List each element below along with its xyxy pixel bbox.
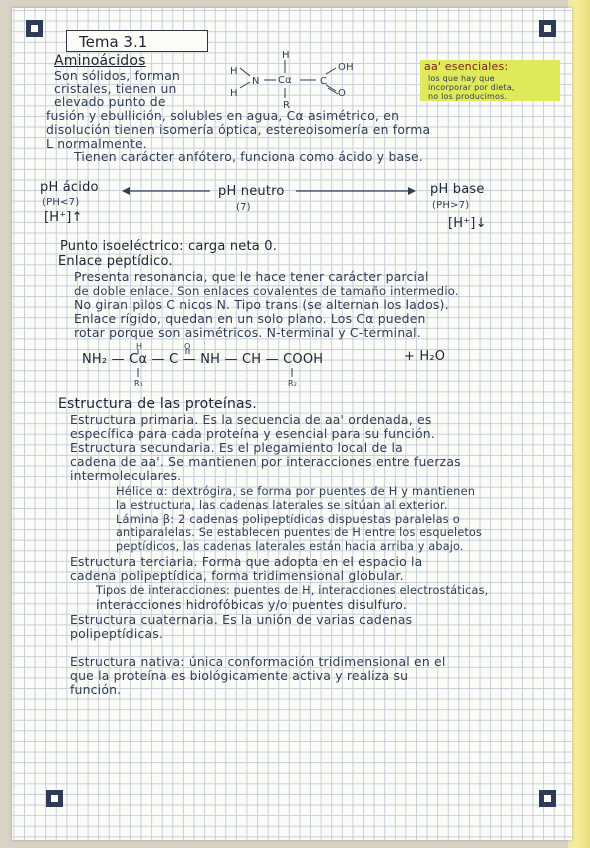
formula-o: O: [338, 88, 347, 99]
structure-heading: Estructura de las proteínas.: [58, 396, 257, 412]
peptide-line-2: de doble enlace. Son enlaces covalentes de tamaño intermedio.: [74, 284, 459, 298]
peptide-line-5: rotar porque son asimétricos. N-terminal y C-terminal.: [74, 325, 421, 340]
formula-h-left-bottom: H: [230, 88, 238, 99]
interactions-line-2: interacciones hidrofóbicas y/o puentes disulfuro.: [96, 597, 407, 612]
alpha-helix-line-2: la estructura, las cadenas laterales se sitúan al exterior.: [116, 498, 448, 512]
note-line-1: aa' esenciales:: [424, 60, 509, 73]
amino-line-5: disolución tienen isomería óptica, estereoisomería en forma: [46, 122, 431, 137]
peptide-equation: NH₂ — Cα — C — NH — CH — COOH: [82, 352, 324, 367]
beta-sheet-line-3: peptídicos, las cadenas laterales están hacia arriba y abajo.: [116, 540, 464, 553]
note-line-4: no los producimos.: [428, 92, 508, 101]
formula-oh: OH: [338, 62, 354, 73]
peptide-eq-r1: R₁: [134, 379, 144, 388]
formula-c-alpha: Cα: [278, 75, 292, 86]
ph-neutral-label: pH neutro: [218, 184, 285, 199]
amino-line-1: Son sólidos, forman: [54, 68, 181, 83]
corner-mark-top-left: [26, 20, 43, 37]
note-line-2: los que hay que: [428, 74, 495, 83]
peptide-eq-h: H: [136, 342, 143, 351]
peptide-line-1: Presenta resonancia, que le hace tener carácter parcial: [74, 269, 429, 284]
corner-mark-bottom-right: [539, 790, 556, 807]
peptide-equation-water: + H₂O: [404, 349, 446, 364]
native-line-1: Estructura nativa: única conformación tridimensional en el: [70, 654, 446, 669]
native-line-2: que la proteína es biológicamente activa y realiza su: [70, 668, 409, 683]
peptide-eq-bonds: [132, 346, 302, 380]
ph-neutral-sub: (7): [236, 202, 251, 213]
amino-line-4: fusión y ebullición, solubles en agua, Cα asimétrico, en: [46, 108, 400, 123]
formula-h-top: H: [282, 50, 290, 61]
primary-line-1: Estructura primaria. Es la secuencia de aa' ordenada, es: [70, 412, 432, 427]
amino-line-3: elevado punto de: [54, 94, 166, 109]
amino-line-6: L normalmente.: [46, 136, 148, 151]
ph-acid-label: pH ácido: [40, 180, 99, 195]
corner-mark-top-right: [539, 20, 556, 37]
isoelectric-point: Punto isoeléctrico: carga neta 0.: [60, 239, 278, 254]
ph-arrows: [122, 184, 442, 198]
formula-bonds: [226, 54, 356, 110]
peptide-line-4: Enlace rígido, quedan en un solo plano. Los Cα pueden: [74, 311, 426, 326]
amino-heading: Aminoácidos: [54, 53, 146, 69]
corner-mark-bottom-left: [46, 790, 63, 807]
native-line-3: función.: [70, 682, 122, 697]
tertiary-line-1: Estructura terciaria. Forma que adopta en el espacio la: [70, 554, 423, 569]
peptide-heading: Enlace peptídico.: [58, 254, 173, 269]
formula-r: R: [283, 100, 291, 111]
tertiary-line-2: cadena polipeptídica, forma tridimensional globular.: [70, 568, 404, 583]
amino-line-7: Tienen carácter anfótero, funciona como ácido y base.: [74, 149, 423, 164]
quaternary-line-2: polipeptídicas.: [70, 626, 164, 641]
notebook-page: [12, 8, 572, 840]
interactions-line-1: Tipos de interacciones: puentes de H, interacciones electrostáticas,: [96, 584, 489, 597]
alpha-helix-line-1: Hélice α: dextrógira, se forma por puentes de H y mantienen: [116, 484, 476, 498]
peptide-eq-r2: R₂: [288, 379, 298, 388]
ph-acid-sub: (PH<7): [42, 197, 80, 208]
ph-base-label: pH base: [430, 182, 485, 197]
formula-n: N: [252, 76, 260, 87]
secondary-line-1: Estructura secundaria. Es el plegamiento local de la: [70, 440, 403, 455]
page-title: Tema 3.1: [66, 30, 208, 52]
secondary-line-3: intermoleculares.: [70, 468, 182, 483]
quaternary-line-1: Estructura cuaternaria. Es la unión de varias cadenas: [70, 612, 413, 627]
ph-base-sub: (PH>7): [432, 200, 470, 211]
beta-sheet-line-1: Lámina β: 2 cadenas polipeptídicas dispuestas paralelas o: [116, 512, 460, 526]
primary-line-2: específica para cada proteína y esencial para su función.: [70, 426, 435, 441]
formula-c: C: [320, 76, 328, 87]
secondary-line-2: cadena de aa'. Se mantienen por interacciones entre fuerzas: [70, 454, 461, 469]
ph-acid-h: [H⁺]↑: [44, 210, 83, 225]
formula-h-left-top: H: [230, 66, 238, 77]
beta-sheet-line-2: antiparalelas. Se establecen puentes de H entre los esqueletos: [116, 526, 483, 539]
ph-base-h: [H⁺]↓: [448, 216, 487, 231]
peptide-eq-o: O: [184, 342, 191, 351]
amino-line-2: cristales, tienen un: [54, 81, 177, 96]
note-line-3: incorporar por dieta,: [428, 83, 515, 92]
peptide-line-3: No giran pilos C nicos N. Tipo trans (se alternan los lados).: [74, 297, 449, 312]
